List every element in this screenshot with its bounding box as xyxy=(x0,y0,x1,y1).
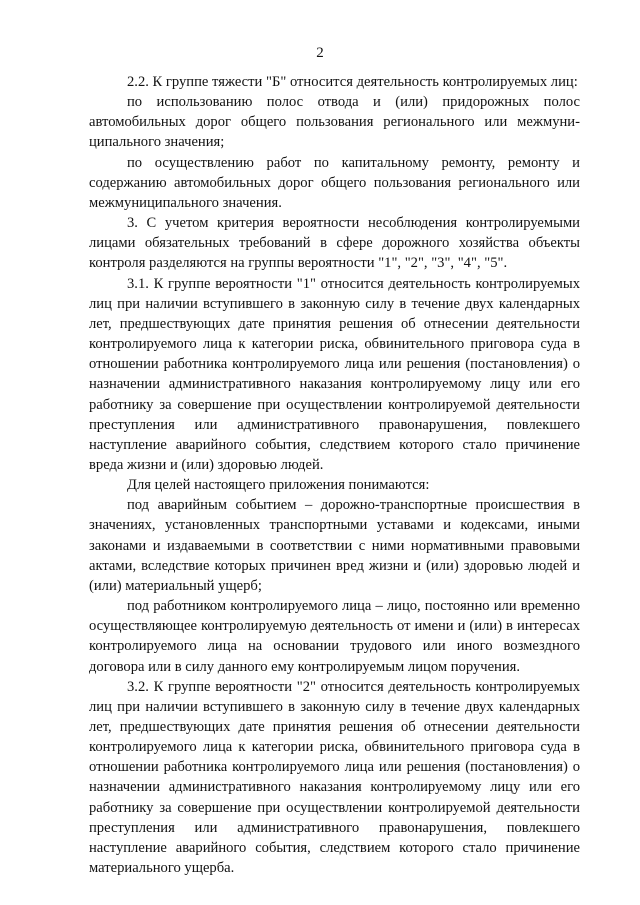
paragraph-3-2: 3.2. К группе вероятности "2" относится деятельность контролируемых лиц при наличии вступившего в законную силу в течение двух календарных лет, предшествующих дате принятия решения об отнесении деятельности контролируемого лица к категории риска, обвинительного приговора суда в отношении работника контролируемого лица или решения (постановления) о назначении административного наказания контролируемому лицу или его работнику за совершение при осуществлении контролируемой деятельности преступления или административного правонарушения, повлекшего наступление аварийного события, следствием которого стало причинение материального ущерба. xyxy=(89,678,580,877)
paragraph-2-2-item-1: по использованию полос отвода и (или) придорожных полос автомобильных дорог общего пользования регионального или межмуниципального значения; xyxy=(89,94,580,151)
paragraph-2-2: 2.2. К группе тяжести "Б" относится деятельность контролируемых лиц: xyxy=(127,74,578,90)
paragraph-2-2-item-2: по осуществлению работ по капитальному ремонту, ремонту и содержанию автомобильных дорог общего пользования регионального или межмуниципального значения. xyxy=(89,154,580,211)
paragraph-definition-employee: под работником контролируемого лица – лицо, постоянно или временно осуществляющее контролируемую деятельность от имени и (или) в интересах контролируемого лица на основании трудового или иного возмездного договора или в силу данного ему контролируемым лицом поручения. xyxy=(89,598,580,675)
document-body xyxy=(89,72,580,878)
page-number: 2 xyxy=(316,45,324,61)
paragraph-definitions-intro: Для целей настоящего приложения понимаются: xyxy=(127,477,430,494)
paragraph-3: 3. С учетом критерия вероятности несоблюдения контролируемыми лицами обязательных требований в сфере дорожного хозяйства объекты контроля разделяются на группы вероятности "1", "2", "3", "4", "5". xyxy=(89,215,580,272)
paragraph-definition-emergency-event: под аварийным событием – дорожно-транспортные происшествия в значениях, установленных транспортными уставами и кодексами, иными законами и издаваемыми в соответствии с ними нормативными правовыми актами, вследствие которых причинен вред жизни и (или) здоровью людей и (или) материальный ущерб; xyxy=(89,497,580,594)
paragraph-3-1: 3.1. К группе вероятности "1" относится деятельность контролируемых лиц при наличии вступившего в законную силу в течение двух календарных лет, предшествующих дате принятия решения об отнесении деятельности контролируемого лица к категории риска, обвинительного приговора суда в отношении работника контролируемого лица или решения (постановления) о назначении административного наказания контролируемому лицу или его работнику за совершение при осуществлении контролируемой деятельности преступления или административного правонарушения, повлекшего наступление аварийного события, следствием которого стало причинение вреда жизни и (или) здоровью людей. xyxy=(89,275,580,473)
